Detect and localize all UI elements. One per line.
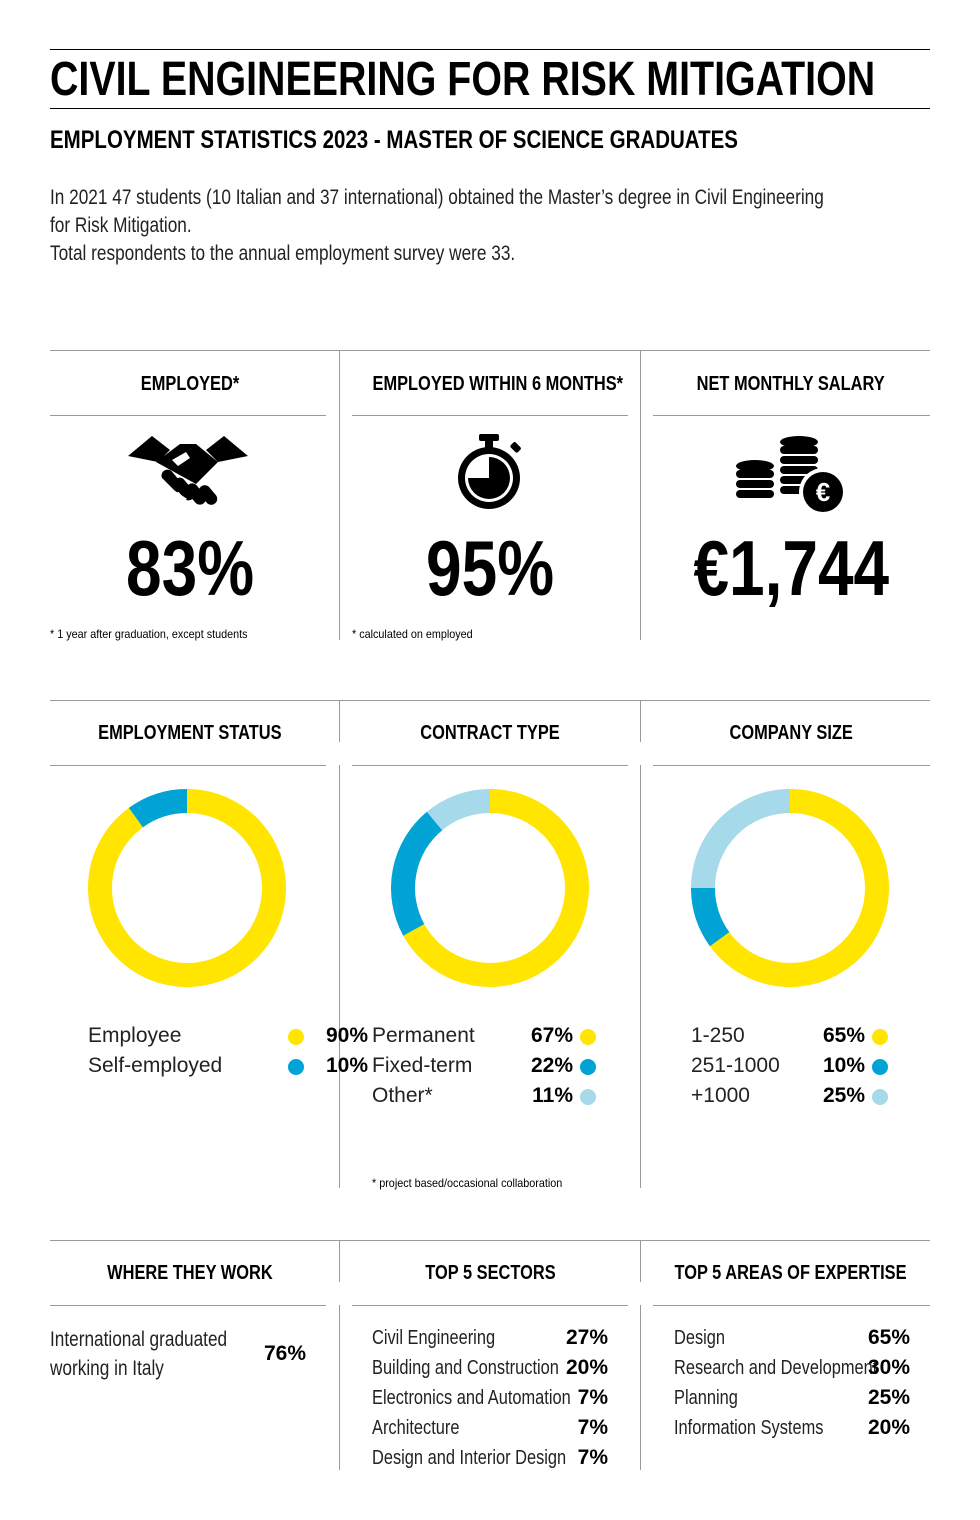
- table-row: [674, 1323, 910, 1353]
- legend-label: +1000: [691, 1084, 750, 1107]
- employment-status-title: EMPLOYMENT STATUS: [98, 722, 282, 744]
- sectors-title: TOP 5 SECTORS: [424, 1262, 556, 1284]
- within6-value: 95%: [425, 524, 555, 612]
- legend-label: 1-250: [691, 1024, 745, 1047]
- intro-line: Total respondents to the annual employment survey were 33.: [50, 242, 516, 265]
- stopwatch-icon: [453, 432, 525, 512]
- legend-swatch: [580, 1059, 596, 1075]
- header-rule: [352, 1305, 628, 1306]
- column-divider: [640, 700, 641, 742]
- row-value: 7%: [577, 1446, 608, 1469]
- donut-segment-2: [403, 821, 435, 930]
- header-rule: [653, 415, 930, 416]
- employed-title: EMPLOYED*: [140, 373, 240, 395]
- header-rule: [352, 415, 628, 416]
- column-divider: [640, 1240, 641, 1282]
- within6-title: EMPLOYED WITHIN 6 MONTHS*: [372, 373, 624, 395]
- within6-note: * calculated on employed: [352, 627, 473, 641]
- row-value: 7%: [577, 1386, 608, 1409]
- row-value: 20%: [867, 1416, 910, 1439]
- legend-value: 90%: [325, 1024, 368, 1047]
- legend-label: Other*: [372, 1084, 433, 1107]
- table-row: [372, 1383, 608, 1413]
- column-divider: [339, 700, 340, 742]
- donut-segment-3: [435, 801, 490, 821]
- legend-label: Employee: [88, 1024, 182, 1047]
- legend-value: 10%: [822, 1054, 865, 1077]
- legend-swatch: [872, 1089, 888, 1105]
- column-divider: [339, 765, 340, 1188]
- legend-item: [88, 1051, 368, 1081]
- handshake-icon: [126, 434, 250, 512]
- row-label: Design and Interior Design: [372, 1447, 567, 1469]
- donut-segment-2: [136, 801, 187, 818]
- contract-type-title: CONTRACT TYPE: [420, 722, 560, 744]
- top-rule: [50, 49, 930, 50]
- column-divider: [640, 1305, 641, 1470]
- expertise-title: TOP 5 AREAS OF EXPERTISE: [674, 1262, 908, 1284]
- column-divider: [339, 1305, 340, 1470]
- legend-swatch: [288, 1059, 304, 1075]
- where-title: WHERE THEY WORK: [107, 1262, 273, 1284]
- salary-value: €1,744: [693, 524, 889, 612]
- table-row: [674, 1383, 910, 1413]
- intro-line: for Risk Mitigation.: [50, 214, 192, 237]
- row-value: 7%: [577, 1416, 608, 1439]
- page-title: CIVIL ENGINEERING FOR RISK MITIGATION: [50, 53, 876, 106]
- legend-item: [691, 1021, 891, 1051]
- row-value: 25%: [867, 1386, 910, 1409]
- svg-text:€: €: [815, 477, 831, 507]
- legend-item: [372, 1081, 602, 1111]
- where-line: International graduated: [50, 1328, 228, 1351]
- row-label: Architecture: [372, 1417, 460, 1439]
- table-row: [674, 1353, 910, 1383]
- legend-value: 11%: [532, 1084, 573, 1107]
- column-divider: [640, 765, 641, 1188]
- legend-swatch: [580, 1089, 596, 1105]
- employment-status-donut: [88, 789, 286, 987]
- table-row: [372, 1323, 608, 1353]
- page-subtitle: EMPLOYMENT STATISTICS 2023 - MASTER OF SCIENCE GRADUATES: [50, 126, 738, 154]
- legend-label: Fixed-term: [372, 1054, 473, 1077]
- where-value: 76%: [263, 1342, 306, 1365]
- legend-value: 25%: [822, 1084, 865, 1107]
- table-row: [674, 1413, 910, 1443]
- company-size-donut: [691, 789, 889, 987]
- section-rule: [50, 350, 930, 351]
- legend-value: 22%: [530, 1054, 573, 1077]
- legend-label: Permanent: [372, 1024, 475, 1047]
- row-value: 27%: [565, 1326, 608, 1349]
- row-label: Design: [674, 1327, 726, 1349]
- legend-item: [88, 1021, 368, 1051]
- salary-title: NET MONTHLY SALARY: [696, 373, 886, 395]
- donut-segment-1: [100, 801, 274, 975]
- legend-label: Self-employed: [88, 1054, 223, 1077]
- row-label: Research and Development: [674, 1357, 878, 1379]
- row-label: Information Systems: [674, 1417, 824, 1439]
- legend-item: [372, 1051, 602, 1081]
- header-rule: [653, 765, 930, 766]
- contract-note: * project based/occasional collaboration: [372, 1176, 563, 1190]
- row-label: Civil Engineering: [372, 1327, 496, 1349]
- table-row: [372, 1443, 608, 1473]
- row-label: Electronics and Automation: [372, 1387, 571, 1409]
- header-rule: [352, 765, 628, 766]
- legend-item: [691, 1081, 891, 1111]
- legend-swatch: [872, 1029, 888, 1045]
- legend-value: 67%: [530, 1024, 573, 1047]
- contract-type-donut: [391, 789, 589, 987]
- title-rule: [50, 108, 930, 109]
- column-divider: [339, 1240, 340, 1282]
- header-rule: [50, 1305, 326, 1306]
- section-rule: [50, 700, 930, 701]
- legend-item: [372, 1021, 602, 1051]
- legend-swatch: [580, 1029, 596, 1045]
- table-row: [372, 1413, 608, 1443]
- column-divider: [339, 350, 340, 640]
- table-row: [372, 1353, 608, 1383]
- legend-label: 251-1000: [691, 1054, 780, 1077]
- row-value: 30%: [867, 1356, 910, 1379]
- legend-swatch: [288, 1029, 304, 1045]
- donut-segment-3: [703, 801, 790, 888]
- row-label: Building and Construction: [372, 1357, 559, 1379]
- header-rule: [50, 415, 326, 416]
- row-label: Planning: [674, 1387, 738, 1409]
- intro-line: In 2021 47 students (10 Italian and 37 international) obtained the Master’s degree in Civil Engineering: [50, 186, 824, 209]
- where-text: [50, 1325, 266, 1383]
- legend-value: 10%: [325, 1054, 368, 1077]
- row-value: 20%: [565, 1356, 608, 1379]
- legend-value: 65%: [822, 1024, 865, 1047]
- header-rule: [50, 765, 326, 766]
- legend-swatch: [872, 1059, 888, 1075]
- legend-item: [691, 1051, 891, 1081]
- coins-euro-icon: [735, 434, 847, 516]
- where-line: working in Italy: [50, 1357, 164, 1380]
- header-rule: [653, 1305, 930, 1306]
- intro-text: [50, 184, 930, 268]
- employed-value: 83%: [125, 524, 255, 612]
- section-rule: [50, 1240, 930, 1241]
- row-value: 65%: [867, 1326, 910, 1349]
- company-size-title: COMPANY SIZE: [729, 722, 853, 744]
- donut-segment-2: [703, 888, 720, 939]
- column-divider: [640, 350, 641, 640]
- employed-note: * 1 year after graduation, except students: [50, 627, 248, 641]
